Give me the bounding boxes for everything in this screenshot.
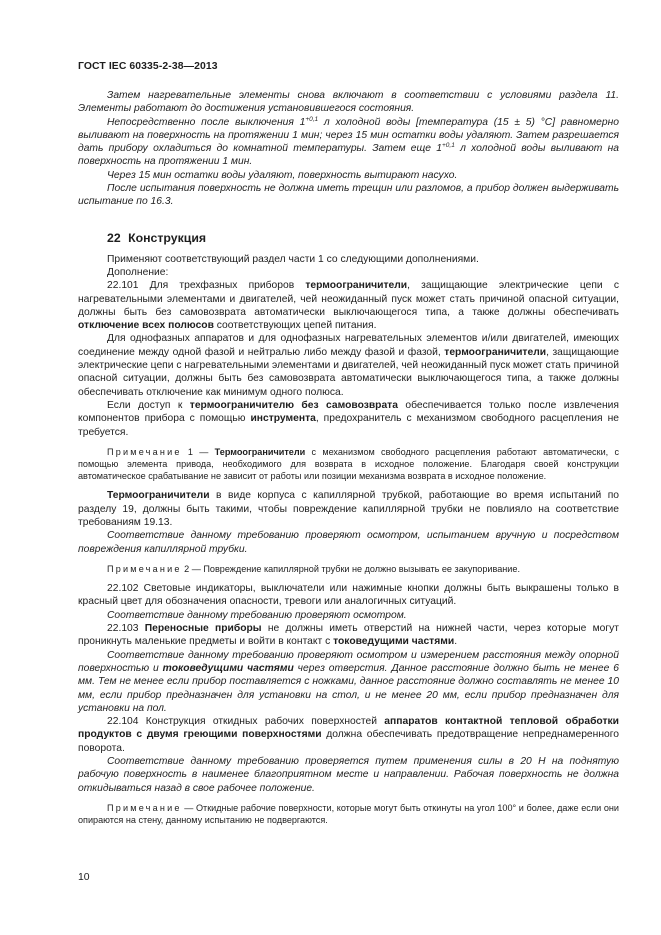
- paragraph-wipe-dry: Через 15 мин остатки воды удаляют, поверхность вытирают насухо.: [107, 169, 458, 181]
- paragraph-applies: Применяют соответствующий раздел части 1 со следующими дополнениями.: [107, 253, 479, 265]
- page-number: 10: [78, 872, 90, 883]
- clause-22-102: 22.102 Световые индикаторы, выключатели или нажимные кнопки должны быть выкрашены только в красный цвет для обозначения опасности, тревоги или аналогичных ситуаций.: [78, 583, 619, 608]
- clause-22-104: 22.104 Конструкция откидных рабочих поверхностей аппаратов контактной тепловой обработки продуктов с двумя греющими поверхностями должна обеспечивать предотвращение непреднамеренного поворота.: [78, 716, 619, 754]
- paragraph-after-test: После испытания поверхность не должна иметь трещин или разломов, а прибор должен выдерживать испытание по 16.3.: [78, 183, 619, 208]
- note-1: Примечание 1 — Термоограничители с механизмом свободного расцепления работают автоматически, с помощью элемента привода, необходимого для возврата в исходное положение. Благодаря своей конструкции автоматическое срабатывание не зависит от работы или позиции механизма возврата в исходное положение.: [78, 446, 620, 482]
- paragraph-capillary-check: Соответствие данному требованию проверяют осмотром, испытанием вручную и посредством повреждения капиллярной трубки.: [78, 530, 619, 555]
- note-3: Примечание — Откидные рабочие поверхности, которые могут быть откинуты на угол 100° и более, даже если они опираются на стену, данному испытанию не подвергаются.: [78, 802, 619, 826]
- clause-22-103: 22.103 Переносные приборы не должны иметь отверстий на нижней части, через которые могут проникнуть маленькие предметы и войти в контакт с токоведущими частями.: [78, 623, 620, 648]
- paragraph-addition: Дополнение:: [107, 266, 169, 278]
- paragraph-capillary: Термоограничители в виде корпуса с капиллярной трубкой, работающие во время испытаний по разделу 19, должны быть такими, чтобы повреждение капиллярной трубки не повлияло на соответствие требованиям 19.13.: [78, 490, 619, 529]
- paragraph-22-104-check: Соответствие данному требованию проверяется путем применения силы в 20 Н на поднятую рабочую поверхность в наименее благоприятном месте и направлении. Рабочая поверхность не должна откидываться назад в свое рабочее положение.: [78, 755, 619, 794]
- section-heading: 22 Конструкция: [107, 230, 207, 245]
- standard-header: ГОСТ IEC 60335-2-38—2013: [78, 61, 218, 72]
- page-content: [78, 89, 619, 826]
- paragraph-single-phase: Для однофазных аппаратов и для однофазных нагревательных элементов и/или двигателей, имеющих соединение между одной фазой и нейтралью либо между фазой и фазой, термоограничители, защищающие электрические цепи с нагревательными элементами и двигателей, чей неожиданный пуск может стать причиной опасной ситуации, должны быть без самовозврата автоматически выключающегося типа, а также должны обеспечивать отключение как минимум одного полюса.: [78, 333, 619, 398]
- clause-22-101: 22.101 Для трехфазных приборов термоограничители, защищающие электрические цепи с нагревательными элементами и двигателей, чей неожиданный пуск может стать причиной опасной ситуации, должны быть без самовозврата автоматически выключающегося типа, а также должны обеспечивать отключение всех полюсов соответствующих цепей питания.: [78, 280, 619, 332]
- paragraph-access: Если доступ к термоограничителю без самовозврата обеспечивается только после извлечения компонентов прибора с помощью инструмента, предохранитель с механизмом свободного расцепления не требуется.: [78, 399, 619, 438]
- paragraph-pour-water: Непосредственно после выключения $1^{+0,1}$ л холодной воды [температура (15 ± 5) °С] равномерно выливают на поверхность на протяжении 1 мин; через 15 мин остатки воды удаляют. Затем разрешается дать прибору охладиться до комнатной температуры. Затем еще $1^{+0,1}$ л холодной воды выливают на поверхность на протяжении 1 мин.: [78, 115, 619, 168]
- note-2: Примечание 2 — Повреждение капиллярной трубки не должно вызывать ее закупоривание.: [107, 563, 520, 574]
- paragraph-22-103-check: Соответствие данному требованию проверяют осмотром и измерением расстояния между опорной поверхностью и токоведущими частями через отверстия. Данное расстояние должно быть не менее 6 мм. Тем не менее если прибор поставляется с ножками, данное расстояние должно составлять не менее 10 мм, если прибор предназначен для установки на стол, и не менее 20 мм, если прибор предназначен для установки на пол.: [78, 649, 619, 714]
- paragraph-22-102-check: Соответствие данному требованию проверяют осмотром.: [107, 609, 407, 621]
- paragraph-reheat: Затем нагревательные элементы снова включают в соответствии с условиями раздела 11. Элементы работают до достижения установившегося состояния.: [78, 90, 619, 115]
